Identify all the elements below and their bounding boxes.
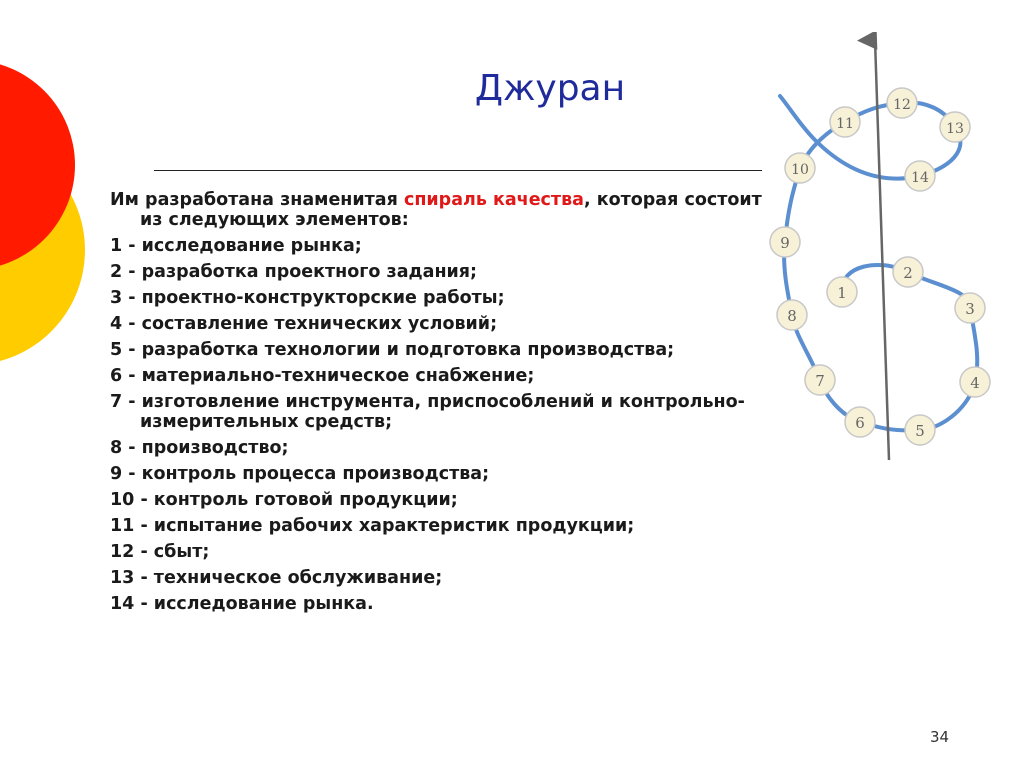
title-divider <box>154 170 762 171</box>
slide-body <box>110 190 770 620</box>
list-item: 5 - разработка технологии и подготовка производства; <box>110 340 675 360</box>
intro-highlight: спираль качества <box>403 190 584 210</box>
intro-prefix: Им разработана знаменитая <box>110 190 404 210</box>
list-item: 12 - сбыт; <box>110 542 210 562</box>
svg-text:13: 13 <box>946 121 964 137</box>
svg-text:9: 9 <box>780 234 790 252</box>
list-item: 9 - контроль процесса производства; <box>110 464 490 484</box>
svg-text:5: 5 <box>915 422 925 440</box>
svg-text:11: 11 <box>836 116 854 132</box>
svg-text:10: 10 <box>791 162 809 178</box>
svg-text:12: 12 <box>893 97 911 113</box>
list-item: 2 - разработка проектного задания; <box>110 262 478 282</box>
list-item: 13 - техническое обслуживание; <box>110 568 443 588</box>
list-item: 3 - проектно-конструкторские работы; <box>110 288 505 308</box>
spiral-node-14 <box>905 161 935 191</box>
list-item: 8 - производство; <box>110 438 289 458</box>
slide-title: Джуран <box>474 68 626 109</box>
svg-text:8: 8 <box>787 307 797 325</box>
svg-text:2: 2 <box>903 264 913 282</box>
spiral-node-3 <box>955 293 985 323</box>
decorative-circles <box>0 0 120 420</box>
spiral-node-11 <box>830 107 860 137</box>
spiral-node-10 <box>785 153 815 183</box>
svg-text:1: 1 <box>837 284 847 302</box>
svg-text:3: 3 <box>965 300 975 318</box>
list-item: 1 - исследование рынка; <box>110 236 362 256</box>
spiral-node-9 <box>770 227 800 257</box>
list-item: 14 - исследование рынка. <box>110 594 374 614</box>
spiral-node-4 <box>960 367 990 397</box>
list-item: 6 - материально-техническое снабжение; <box>110 366 535 386</box>
quality-spiral-diagram <box>760 32 1000 472</box>
spiral-node-5 <box>905 415 935 445</box>
svg-text:7: 7 <box>815 372 825 390</box>
intro-paragraph <box>110 190 770 230</box>
spiral-node-2 <box>893 257 923 287</box>
svg-text:6: 6 <box>855 414 865 432</box>
spiral-node-8 <box>777 300 807 330</box>
spiral-node-6 <box>845 407 875 437</box>
svg-text:14: 14 <box>911 170 929 186</box>
svg-text:4: 4 <box>970 374 980 392</box>
intro-suffix: , которая состоит из следующих элементов: <box>140 190 762 230</box>
spiral-node-13 <box>940 112 970 142</box>
spiral-node-1 <box>827 277 857 307</box>
spiral-node-7 <box>805 365 835 395</box>
list-item: 7 - изготовление инструмента, приспособлений и контрольно-измерительных средств; <box>110 392 745 432</box>
list-item: 11 - испытание рабочих характеристик продукции; <box>110 516 635 536</box>
spiral-node-12 <box>887 88 917 118</box>
list-item: 4 - составление технических условий; <box>110 314 498 334</box>
list-item: 10 - контроль готовой продукции; <box>110 490 458 510</box>
page-number: 34 <box>930 728 950 746</box>
